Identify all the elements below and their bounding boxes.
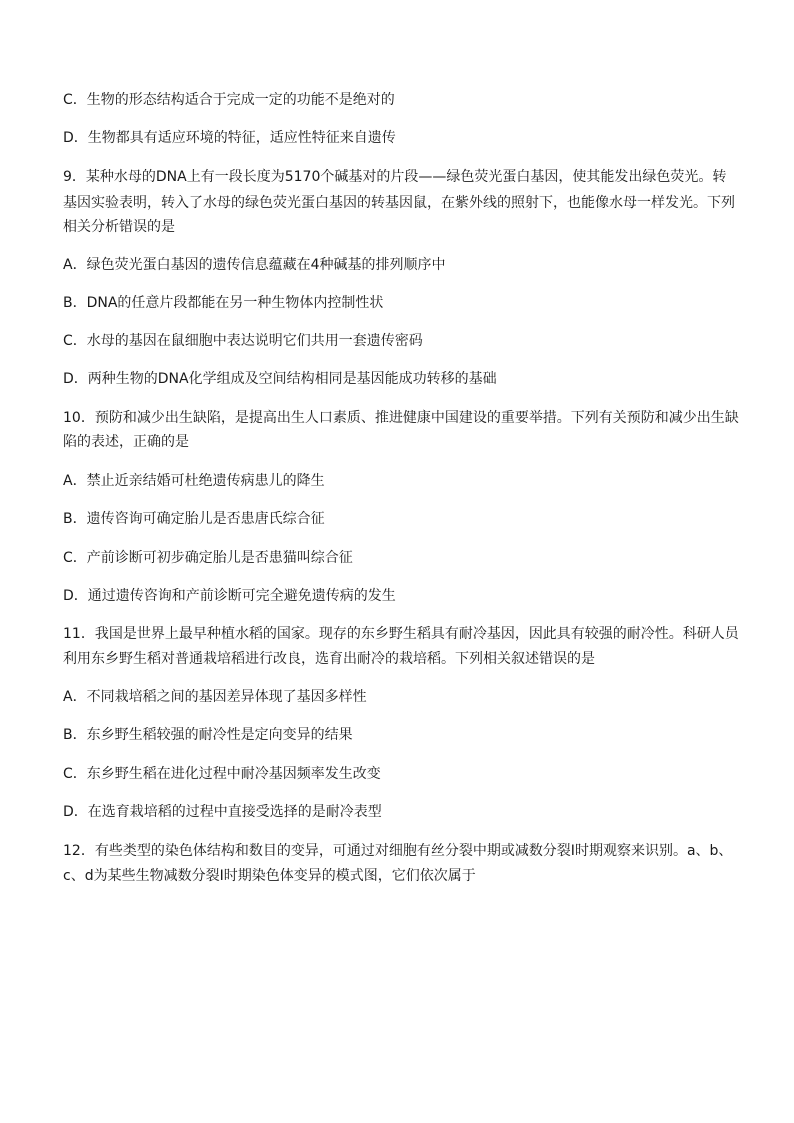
q10-option-a: A．禁止近亲结婚可杜绝遗传病患儿的降生: [63, 473, 325, 489]
q9-option-c: C．水母的基因在鼠细胞中表达说明它们共用一套遗传密码: [63, 333, 423, 349]
q10-option-c: C．产前诊断可初步确定胎儿是否患猫叫综合征: [63, 550, 353, 566]
q9-stem-line-3: 相关分析错误的是: [63, 219, 175, 235]
q9-option-a: A．绿色荧光蛋白基因的遗传信息蕴藏在4种碱基的排列顺序中: [63, 257, 446, 273]
q11-option-d: D．在选育栽培稻的过程中直接受选择的是耐冷表型: [63, 804, 382, 820]
q10-stem-line-2: 陷的表述，正确的是: [63, 434, 189, 450]
q8-option-d: D．生物都具有适应环境的特征，适应性特征来自遗传: [63, 130, 396, 146]
q11-option-c: C．东乡野生稻在进化过程中耐冷基因频率发生改变: [63, 766, 381, 782]
q8-option-c: C．生物的形态结构适合于完成一定的功能不是绝对的: [63, 92, 395, 108]
q12-stem-line-2: c、d为某些生物减数分裂Ⅰ时期染色体变异的模式图，它们依次属于: [63, 868, 476, 884]
q10-option-d: D．通过遗传咨询和产前诊断可完全避免遗传病的发生: [63, 588, 396, 604]
q11-stem-line-1: 11．我国是世界上最早种植水稻的国家。现存的东乡野生稻具有耐冷基因，因此具有较强的耐冷性。科研人员: [63, 626, 739, 642]
q10-stem-line-1: 10．预防和减少出生缺陷，是提高出生人口素质、推进健康中国建设的重要举措。下列有关预防和减少出生缺: [63, 410, 739, 426]
q12-stem-line-1: 12．有些类型的染色体结构和数目的变异，可通过对细胞有丝分裂中期或减数分裂Ⅰ时期观察来识别。a、b、: [63, 843, 733, 859]
q11-stem-line-2: 利用东乡野生稻对普通栽培稻进行改良，选育出耐冷的栽培稻。下列相关叙述错误的是: [63, 651, 595, 667]
q11-option-b: B．东乡野生稻较强的耐冷性是定向变异的结果: [63, 727, 353, 743]
q9-stem-line-2: 基因实验表明，转入了水母的绿色荧光蛋白基因的转基因鼠，在紫外线的照射下，也能像水母一样发光。下列: [63, 195, 735, 211]
q9-stem-line-1: 9．某种水母的DNA上有一段长度为5170个碱基对的片段——绿色荧光蛋白基因，使其能发出绿色荧光。转: [63, 169, 727, 185]
q9-option-b: B．DNA的任意片段都能在另一种生物体内控制性状: [63, 295, 384, 311]
q9-option-d: D．两种生物的DNA化学组成及空间结构相同是基因能成功转移的基础: [63, 371, 497, 387]
q10-option-b: B．遗传咨询可确定胎儿是否患唐氏综合征: [63, 511, 325, 527]
q11-option-a: A．不同栽培稻之间的基因差异体现了基因多样性: [63, 689, 367, 705]
